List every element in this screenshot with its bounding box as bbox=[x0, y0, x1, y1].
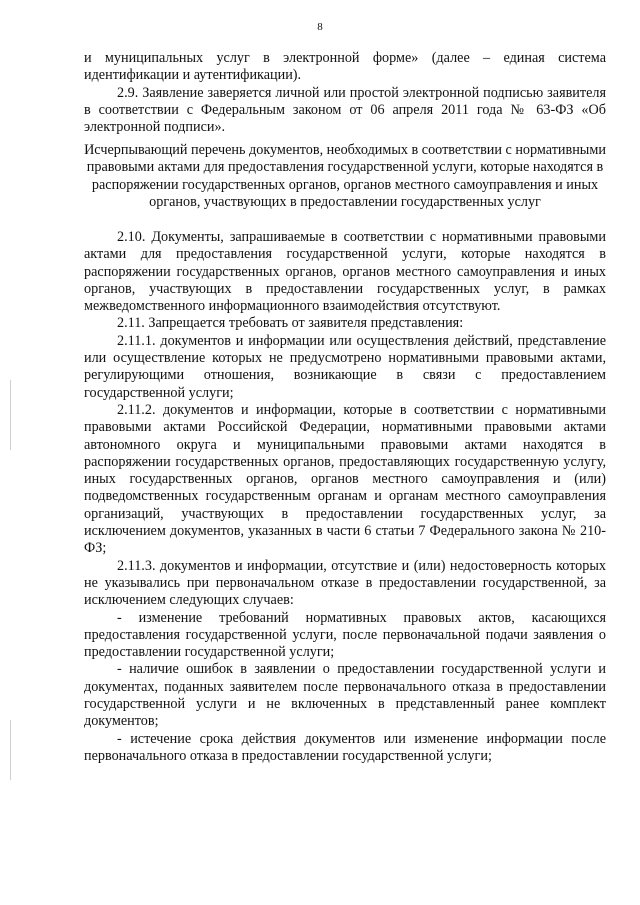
scan-margin-mark bbox=[10, 380, 11, 450]
paragraph-2-11-1: 2.11.1. документов и информации или осуществления действий, представление или осуществление которых не предусмотрено нормативными правовыми актами, регулирующими отношения, возникающие в связи с предоставлением государственной услуги; bbox=[84, 332, 606, 401]
paragraph-2-11: 2.11. Запрещается требовать от заявителя представления: bbox=[117, 315, 464, 332]
section-heading: Исчерпывающий перечень документов, необходимых в соответствии с нормативными правовыми актами для предоставления государственной услуги, которые находятся в распоряжении государственных органов, органов местного самоуправления и иных органов, участвующих в предоставлении государственных услуг bbox=[84, 142, 606, 210]
list-item-requirements-change: - изменение требований нормативных правовых актов, касающихся предоставления государственной услуги, после первоначальной подачи заявления о предоставлении государственной услуги; bbox=[84, 609, 606, 661]
paragraph-2-9: 2.9. Заявление заверяется личной или простой электронной подписью заявителя в соответствии с Федеральным законом от 06 апреля 2011 года № 63-ФЗ «Об электронной подписи». bbox=[84, 84, 606, 136]
list-item-expiry-of-documents: - истечение срока действия документов или изменение информации после первоначального отказа в предоставлении государственной услуги; bbox=[84, 730, 606, 764]
page-number: 8 bbox=[317, 21, 323, 33]
scan-margin-mark bbox=[10, 720, 11, 780]
list-item-errors-in-application: - наличие ошибок в заявлении о предоставлении государственной услуги и документах, поданных заявителем после первоначального отказа в предоставлении государственной услуги и не включенных в представленный ранее комплект документов; bbox=[84, 661, 606, 730]
paragraph-2-11-2: 2.11.2. документов и информации, которые в соответствии с нормативными правовыми актами Российской Федерации, нормативными правовыми актами автономного округа и муниципальными правовыми актами находятся в распоряжении государственных органов, предоставляющих государственную услугу, иных государственных органов, органов местного самоуправления и (или) подведомственных государственным органам и органам местного самоуправления организаций, участвующих в предоставлении государственных услуг, за исключением документов, указанных в части 6 статьи 7 Федерального закона № 210-ФЗ; bbox=[84, 401, 606, 557]
paragraph-continuation: и муниципальных услуг в электронной форме» (далее – единая система идентификации и аутентификации). bbox=[84, 50, 606, 84]
top-text-block bbox=[84, 50, 606, 136]
main-text-block bbox=[84, 229, 606, 765]
section-heading-block bbox=[84, 142, 606, 211]
paragraph-2-11-3: 2.11.3. документов и информации, отсутствие и (или) недостоверность которых не указывались при первоначальном отказе в предоставлении государственной, за исключением следующих случаев: bbox=[84, 557, 606, 609]
paragraph-2-10: 2.10. Документы, запрашиваемые в соответствии с нормативными правовыми актами для предоставления государственной услуги, которые находятся в распоряжении государственных органов, органов местного самоуправления и иных органов, участвующих в предоставлении государственных услуг, в рамках межведомственного информационного взаимодействия отсутствуют. bbox=[84, 229, 606, 315]
